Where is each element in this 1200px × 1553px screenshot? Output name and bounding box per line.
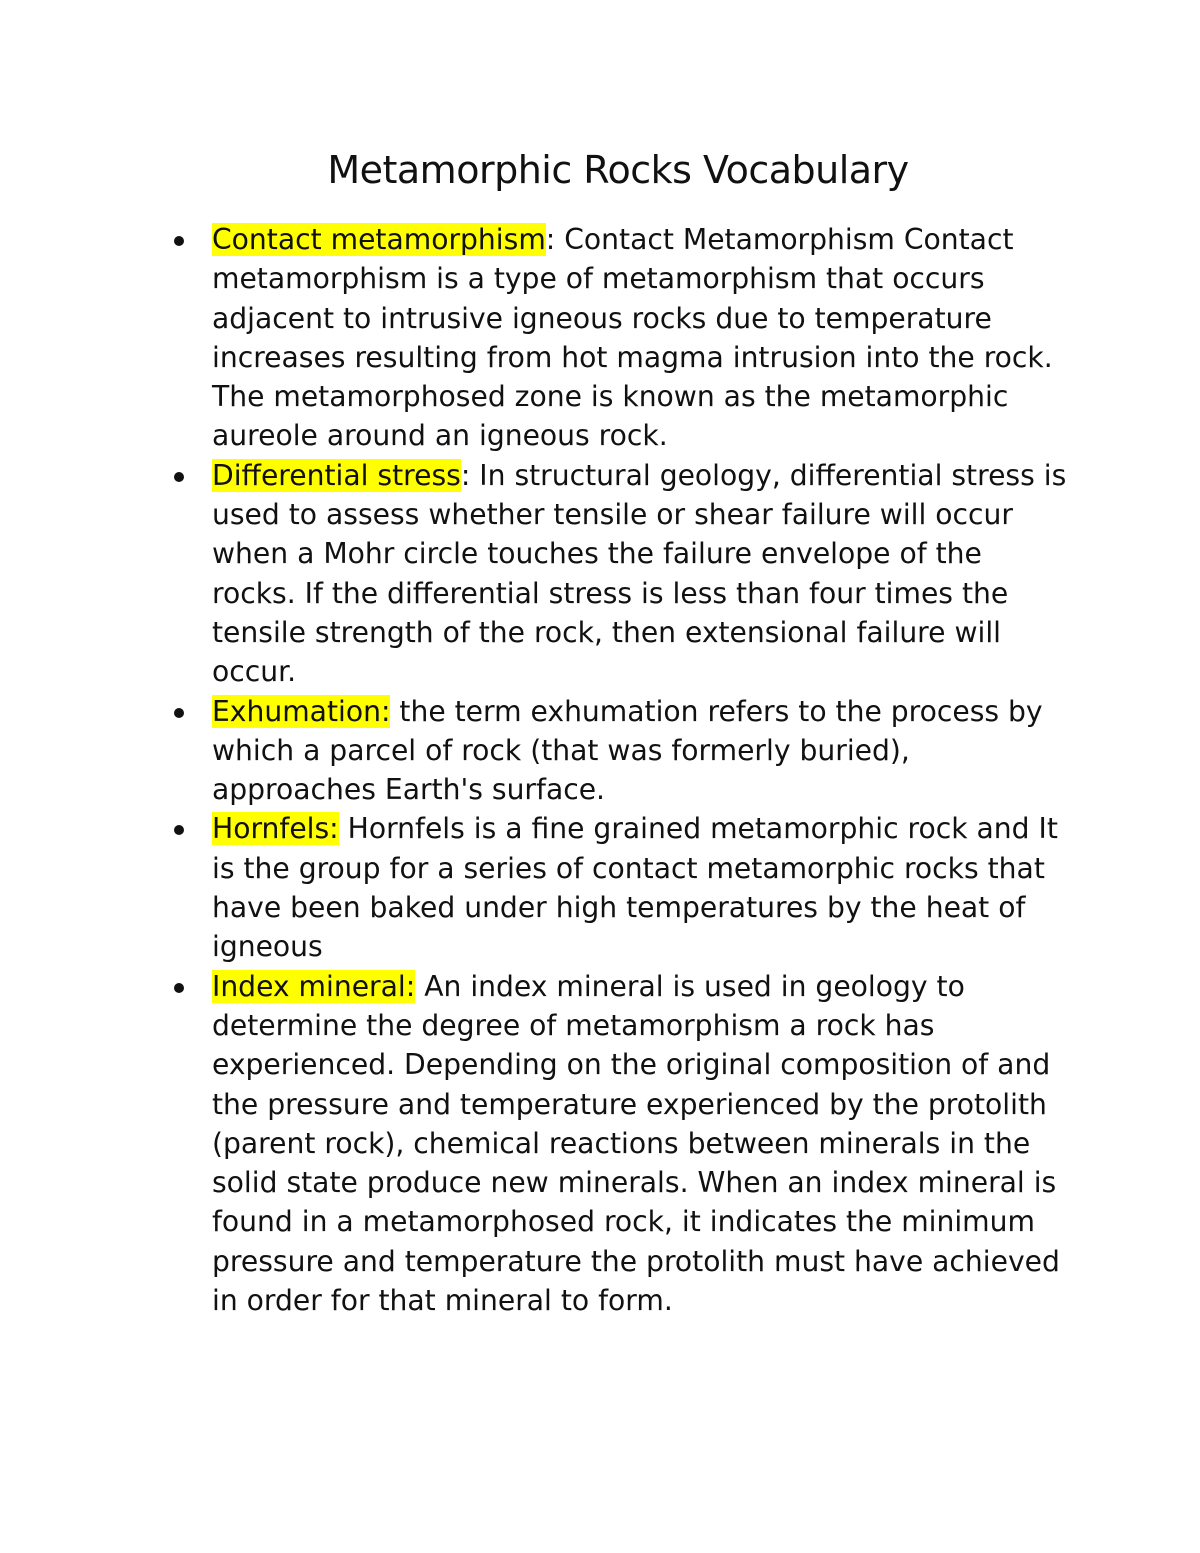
bullet-icon: [174, 472, 184, 482]
term-definition: In structural geology, differential stress is used to assess whether tensile or shear failure will occur when a Mohr circle touches the failure envelope of the rocks. If the differential stress is less than four times the tensile strength of the rock, then extensional failure will occur.: [212, 458, 1067, 689]
term-separator: :: [545, 223, 556, 256]
bullet-icon: [174, 983, 184, 993]
term-highlight: Index mineral:: [212, 969, 416, 1003]
term-highlight: Hornfels:: [212, 812, 339, 846]
bullet-icon: [174, 708, 184, 718]
document-title: Metamorphic Rocks Vocabulary: [327, 148, 909, 192]
list-item: [212, 456, 1072, 692]
term-definition: An index mineral is used in geology to determine the degree of metamorphism a rock has experienced. Depending on the original composition of and the pressure and temperature experienced by the protolith (parent rock), chemical reactions between minerals in the solid state produce new minerals. When an index mineral is found in a metamorphosed rock, it indicates the minimum pressure and temperature the protolith must have achieved in order for that mineral to form.: [212, 969, 1060, 1318]
list-item: [212, 692, 1072, 810]
term-highlight: Contact metamorphism: [212, 223, 546, 256]
bullet-icon: [174, 825, 184, 835]
term-highlight: Exhumation:: [212, 694, 391, 728]
term-definition: Contact Metamorphism Contact metamorphism is a type of metamorphism that occurs adjacent to intrusive igneous rocks due to temperature increases resulting from hot magma intrusion into the rock. The metamorphosed zone is known as the metamorphic aureole around an igneous rock.: [212, 223, 1053, 453]
term-highlight: Differential stress: [212, 458, 461, 492]
term-definition: Hornfels is a fine grained metamorphic rock and It is the group for a series of contact metamorphic rocks that have been baked under high temperatures by the heat of igneous: [212, 812, 1058, 964]
bullet-icon: [174, 236, 184, 246]
term-separator: :: [460, 458, 471, 492]
vocabulary-list: [212, 220, 1072, 1320]
list-item: [212, 967, 1072, 1321]
list-item: [212, 809, 1072, 966]
list-item: [212, 220, 1072, 456]
term-definition: the term exhumation refers to the process by which a parcel of rock (that was formerly buried), approaches Earth's surface.: [212, 694, 1043, 807]
